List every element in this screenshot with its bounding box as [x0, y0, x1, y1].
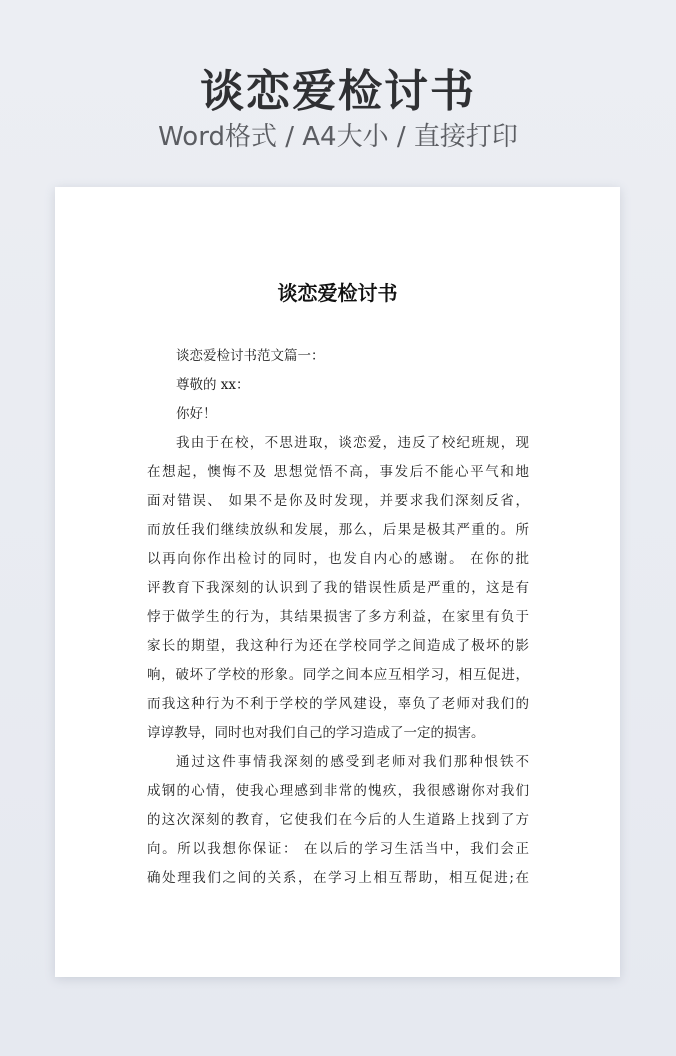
- paragraph-line: 谈恋爱检讨书范文篇一：: [176, 348, 325, 364]
- paragraph-line: 你好！: [176, 406, 217, 422]
- document-page: [55, 187, 620, 977]
- document-title: 谈恋爱检讨书: [277, 281, 398, 305]
- banner-subtitle: Word格式 / A4大小 / 直接打印: [158, 122, 518, 152]
- paragraph-line: 而放任我们继续放纵和发展，那么，后果是极其严重的。所: [147, 522, 529, 538]
- paragraph-line: 在想起，懊悔不及 思想觉悟不高，事发后不能心平气和地: [147, 464, 529, 480]
- paragraph-line: 响，破坏了学校的形象。同学之间本应互相学习，相互促进，: [147, 667, 529, 683]
- paragraph-line: 的这次深刻的教育，它使我们在今后的人生道路上找到了方: [147, 812, 529, 828]
- paragraph-line: 家长的期望，我这种行为还在学校同学之间造成了极坏的影: [147, 638, 529, 654]
- paragraph-line: 尊敬的 xx：: [176, 377, 250, 393]
- paragraph-line: 而我这种行为不利于学校的学风建设，辜负了老师对我们的: [147, 696, 529, 712]
- paragraph-line: 评教育下我深刻的认识到了我的错误性质是严重的，这是有: [147, 580, 529, 596]
- paragraph-line: 以再向你作出检讨的同时，也发自内心的感谢。 在你的批: [147, 551, 529, 567]
- paragraph-line: 我由于在校，不思进取，谈恋爱，违反了校纪班规，现: [176, 435, 529, 451]
- paragraph-line: 通过这件事情我深刻的感受到老师对我们那种恨铁不: [176, 754, 529, 770]
- paragraph-line: 悖于做学生的行为，其结果损害了多方利益，在家里有负于: [147, 609, 529, 625]
- paragraph-line: 谆谆教导，同时也对我们自己的学习造成了一定的损害。: [147, 725, 485, 741]
- paragraph-line: 确处理我们之间的关系，在学习上相互帮助，相互促进;在: [147, 870, 529, 886]
- paragraph-line: 成钢的心情，使我心理感到非常的愧疚，我很感谢你对我们: [147, 783, 529, 799]
- banner-title: 谈恋爱检讨书: [200, 66, 476, 117]
- paragraph-line: 向。所以我想你保证： 在以后的学习生活当中，我们会正: [147, 841, 529, 857]
- document-body: [147, 342, 529, 893]
- paragraph-line: 面对错误、 如果不是你及时发现，并要求我们深刻反省，: [147, 493, 529, 509]
